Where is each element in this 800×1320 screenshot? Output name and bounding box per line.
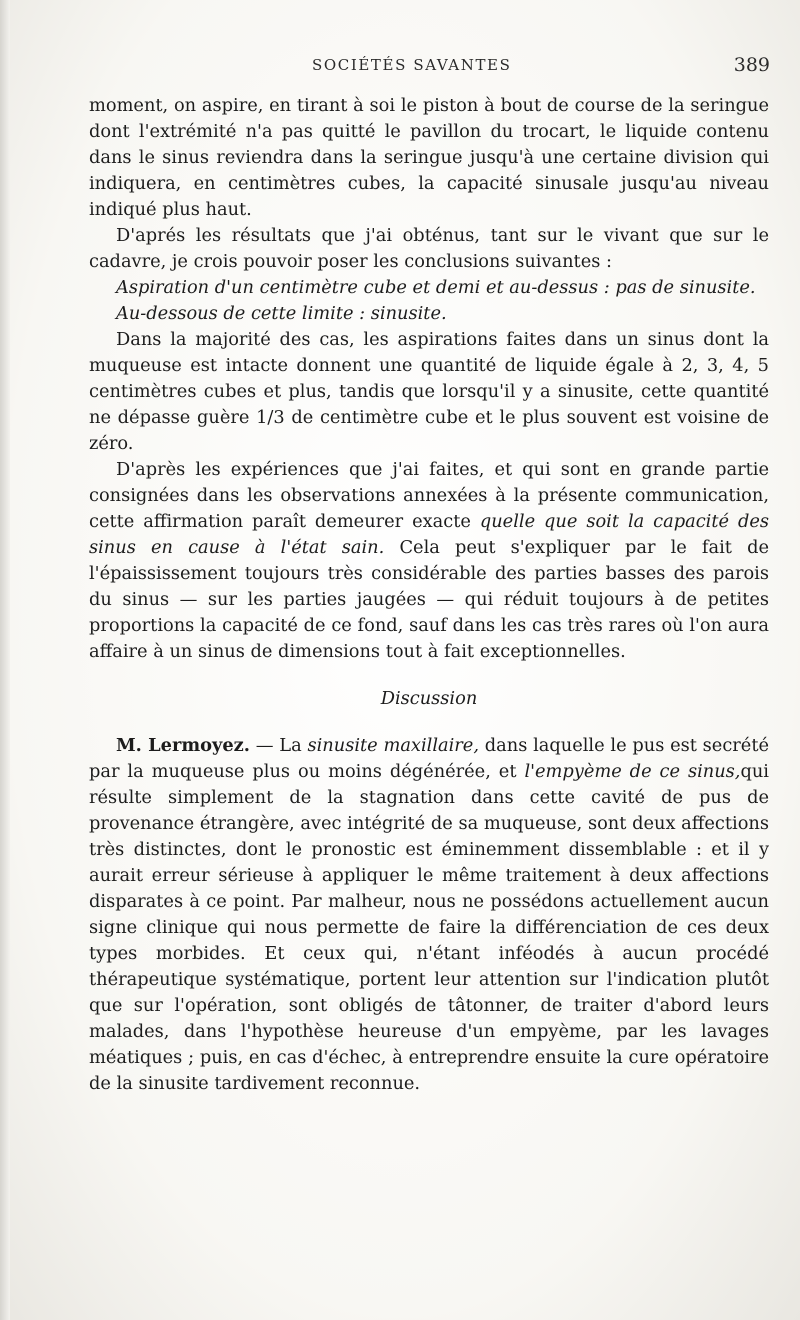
paragraph-4-text-b: Cela peut s'expliquer par le fait de l'épaississement toujours très considérable des parties basses des parois du sinus — sur les parties jaugées — qui réduit toujours à de petites proportions la capacité de ce fond, sauf dans les cas très rares où l'on aura affaire à un sinus de dimensions tout à fait exceptionnelles.: [89, 537, 769, 662]
paragraph-1: moment, on aspire, en tirant à soi le piston à bout de course de la seringue dont l'extrémité n'a pas quitté le pavillon du trocart, le liquide contenu dans le sinus reviendra dans la seringue jusqu'à une certaine division qui indiquera, en centimètres cubes, la capacité sinusale jusqu'au niveau indiqué plus haut.: [89, 95, 769, 220]
discussion-heading: Discussion: [380, 688, 478, 709]
paragraph-5-text-b: dans laquelle le pus est secrété par la muqueuse plus ou moins dégénérée, et: [89, 735, 769, 782]
paragraph-5-italic-1: sinusite maxillaire,: [307, 735, 479, 756]
paragraph-2: D'aprés les résultats que j'ai obténus, tant sur le vivant que sur le cadavre, je crois pouvoir poser les conclusions suivantes :: [89, 225, 769, 272]
paragraph-5-italic-2: l'empyème de ce sinus,: [524, 761, 741, 782]
page-number: 389: [733, 54, 770, 76]
page-header: [0, 52, 800, 82]
paragraph-5-text-a: — La: [249, 735, 308, 756]
paragraph-4-italic: quelle que soit la capacité des sinus en cause à l'état sain.: [89, 511, 769, 558]
speaker-name: M. Lermoyez.: [116, 735, 250, 756]
conclusion-1: Aspiration d'un centimètre cube et demi et au-dessus : pas de sinusite.: [116, 277, 756, 298]
body-text: [89, 93, 769, 1097]
running-head: SOCIÉTÉS SAVANTES: [312, 56, 512, 74]
paragraph-4: [89, 457, 769, 665]
paragraph-5-text-c: qui résulte simplement de la stagnation dans cette cavité de pus de provenance étrangère, avec intégrité de sa muqueuse, sont deux affections très distinctes, dont le pronostic est éminemment dissemblable : et il y aurait erreur sérieuse à appliquer le même traitement à deux affections disparates à ce point. Par malheur, nous ne possédons actuellement aucun signe clinique qui nous permette de faire la différenciation de ces deux types morbides. Et ceux qui, n'étant inféodés à aucun procédé thérapeutique systématique, portent leur attention sur l'indication plutôt que sur l'opération, sont obligés de tâtonner, de traiter d'abord leurs malades, dans l'hypothèse heureuse d'un empyème, par les lavages méatiques ; puis, en cas d'échec, à entreprendre ensuite la cure opératoire de la sinusite tardivement reconnue.: [89, 761, 769, 1094]
paragraph-3: Dans la majorité des cas, les aspirations faites dans un sinus dont la muqueuse est intacte donnent une quantité de liquide égale à 2, 3, 4, 5 centimètres cubes et plus, tandis que lorsqu'il y a sinusite, cette quantité ne dépasse guère 1/3 de centimètre cube et le plus souvent est voisine de zéro.: [89, 329, 769, 454]
page-edge-shadow: [0, 0, 10, 1320]
conclusion-2: Au-dessous de cette limite : sinusite.: [116, 303, 447, 324]
paragraph-4-text-a: D'après les expériences que j'ai faites, et qui sont en grande partie consignées dans les observations annexées à la présente communication, cette affirmation paraît demeurer exacte: [89, 459, 769, 532]
paragraph-lermoyez: [89, 733, 769, 1097]
